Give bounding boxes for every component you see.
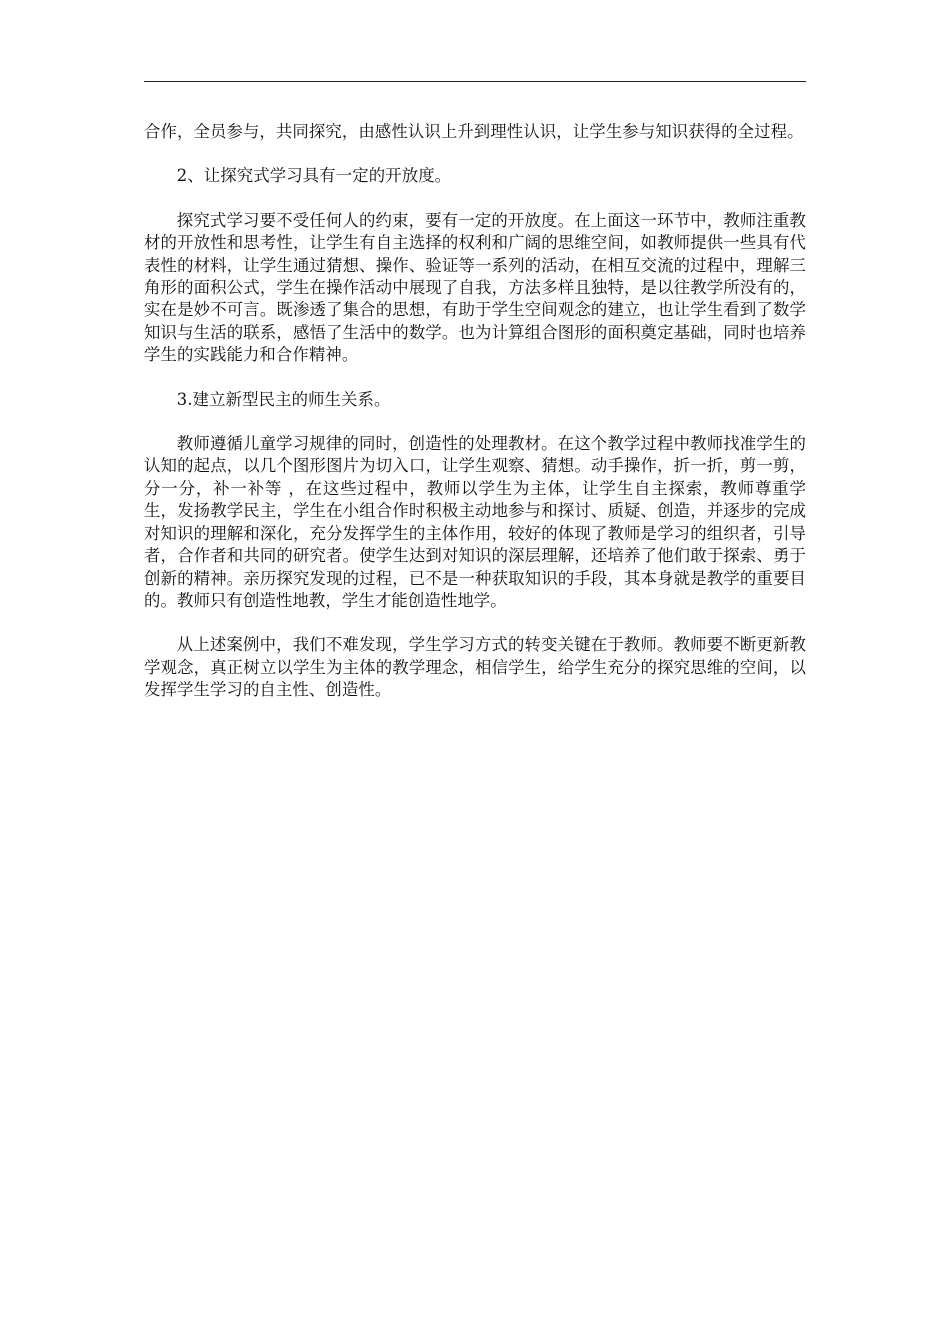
header-rule — [144, 81, 806, 82]
paragraph-teacher-student: 教师遵循儿童学习规律的同时，创造性的处理教材。在这个教学过程中教师找准学生的认知的起点，以几个图形图片为切入口，让学生观察、猜想。动手操作，折一折，剪一剪，分一分，补一补等 ，在这些过程中，教师以学生为主体，让学生自主探索，教师尊重学生，发扬教学民主，学生在小组合作时积极主动地参与和探讨、质疑、创造，并逐步的完成对知识的理解和深化，充分发挥学生的主体作用，较好的体现了教师是学习的组织者，引导者，合作者和共同的研究者。使学生达到对知识的深层理解，还培养了他们敢于探索、勇于创新的精神。亲历探究发现的过程，已不是一种获取知识的手段，其本身就是教学的重要目的。教师只有创造性地教，学生才能创造性地学。 — [144, 434, 806, 610]
section-heading-3: 3.建立新型民主的师生关系。 — [176, 389, 391, 409]
document-body — [144, 121, 806, 702]
paragraph-continuation: 合作，全员参与，共同探究，由感性认识上升到理性认识，让学生参与知识获得的全过程。 — [144, 122, 804, 141]
paragraph-conclusion: 从上述案例中，我们不难发现，学生学习方式的转变关键在于教师。教师要不断更新教学观念，真正树立以学生为主体的教学理念，相信学生，给学生充分的探究思维的空间，以发挥学生学习的自主性、创造性。 — [144, 635, 806, 700]
section-heading-2: 2、让探究式学习具有一定的开放度。 — [176, 166, 452, 186]
paragraph-open-inquiry: 探究式学习要不受任何人的约束，要有一定的开放度。在上面这一环节中，教师注重教材的开放性和思考性，让学生有自主选择的权利和广阔的思维空间，如教师提供一些具有代表性的材料，让学生通过猜想、操作、验证等一系列的活动，在相互交流的过程中，理解三角形的面积公式，学生在操作活动中展现了自我，方法多样且独特，是以往教学所没有的，实在是妙不可言。既渗透了集合的思想，有助于学生空间观念的建立，也让学生看到了数学知识与生活的联系，感悟了生活中的数学。也为计算组合图形的面积奠定基础，同时也培养学生的实践能力和合作精神。 — [144, 210, 806, 365]
